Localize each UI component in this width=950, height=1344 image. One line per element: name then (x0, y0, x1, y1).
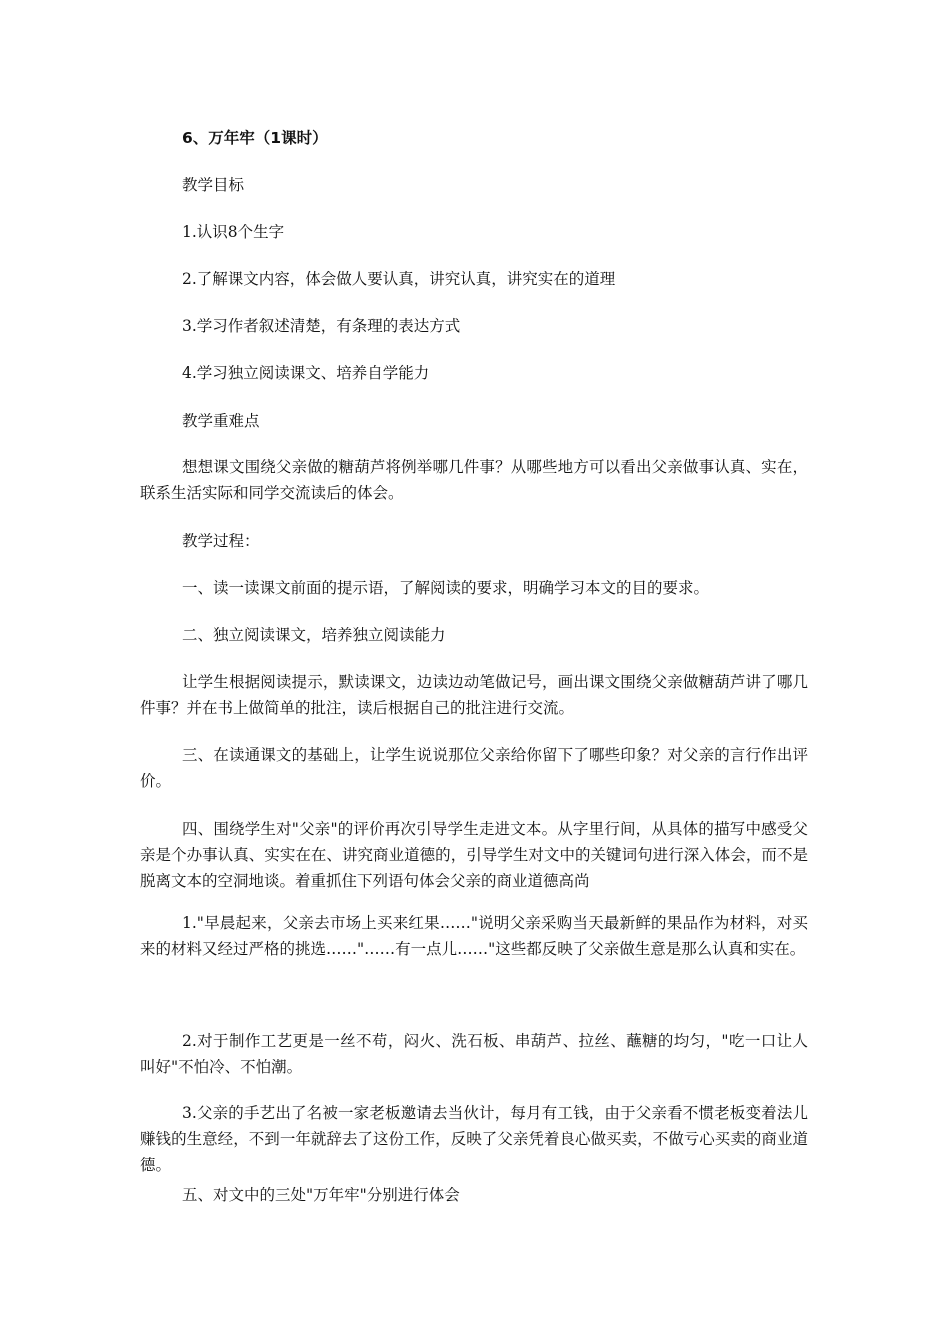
body-paragraph: 让学生根据阅读提示，默读课文，边读边动笔做记号，画出课文围绕父亲做糖葫芦讲了哪几件事？并在书上做简单的批注，读后根据自己的批注进行交流。 (140, 673, 808, 717)
process-step: 一、读一读课文前面的提示语，了解阅读的要求，明确学习本文的目的要求。 (182, 579, 710, 597)
objective-item: 2.了解课文内容，体会做人要认真，讲究认真，讲究实在的道理 (182, 270, 616, 288)
section-heading-key-points: 教学重难点 (182, 412, 260, 430)
section-heading-objectives: 教学目标 (182, 176, 245, 194)
objective-item: 3.学习作者叙述清楚，有条理的表达方式 (182, 317, 461, 335)
process-step: 三、在读通课文的基础上，让学生说说那位父亲给你留下了哪些印象？对父亲的言行作出评价。 (140, 746, 808, 790)
document-title: 6、万年牢（1课时） (182, 129, 328, 147)
process-step: 五、对文中的三处"万年牢"分别进行体会 (182, 1186, 460, 1204)
example-sentence-item: 2.对于制作工艺更是一丝不苟，闷火、洗石板、串葫芦、拉丝、蘸糖的均匀，"吃一口让人叫好"不怕冷、不怕潮。 (140, 1032, 808, 1076)
objective-item: 1.认识8个生字 (182, 223, 285, 241)
process-step: 二、独立阅读课文，培养独立阅读能力 (182, 626, 446, 644)
example-sentence-item: 3.父亲的手艺出了名被一家老板邀请去当伙计，每月有工钱，由于父亲看不惯老板变着法儿赚钱的生意经，不到一年就辞去了这份工作，反映了父亲凭着良心做买卖，不做亏心买卖的商业道德。 (140, 1104, 808, 1174)
objective-item: 4.学习独立阅读课文、培养自学能力 (182, 364, 430, 382)
process-step: 四、围绕学生对"父亲"的评价再次引导学生走进文本。从字里行间，从具体的描写中感受父亲是个办事认真、实实在在、讲究商业道德的，引导学生对文中的关键词句进行深入体会，而不是脱离文本的空洞地谈。着重抓住下列语句体会父亲的商业道德高尚 (140, 820, 808, 890)
section-heading-process: 教学过程： (182, 532, 260, 550)
example-sentence-item: 1."早晨起来，父亲去市场上买来红果……"说明父亲采购当天最新鲜的果品作为材料，对买来的材料又经过严格的挑选……"……有一点儿……"这些都反映了父亲做生意是那么认真和实在。 (140, 914, 808, 958)
key-points-paragraph: 想想课文围绕父亲做的糖葫芦将例举哪几件事？从哪些地方可以看出父亲做事认真、实在，联系生活实际和同学交流读后的体会。 (140, 458, 808, 502)
